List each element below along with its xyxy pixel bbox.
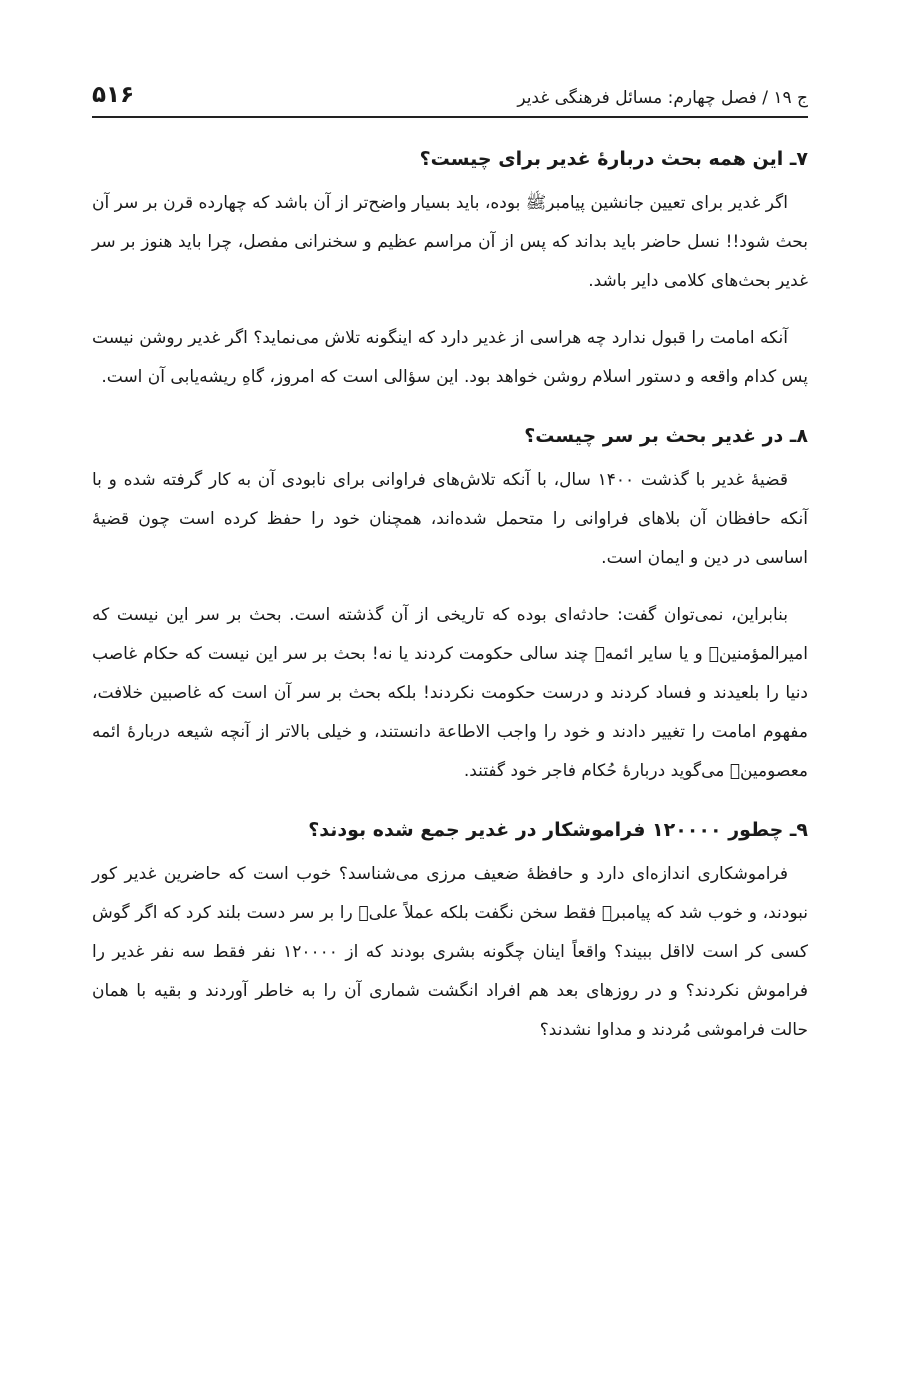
paragraph: اگر غدیر برای تعیین جانشین پیامبرﷺ بوده، باید بسیار واضح‌تر از آن باشد که چهارده قرن بر سر آن بحث شود!! نسل حاضر باید بداند که پس از آن مراسم عظیم و سخنرانی مفصل، چرا باید هنوز بر سر غدیر بحث‌های کلامی دایر باشد.: [92, 193, 808, 291]
paragraph: بنابراین، نمی‌توان گفت: حادثه‌ای بوده که تاریخی از آن گذشته است. بحث بر سر این نیست که امیرالمؤمنینؑ و یا سایر ائمهؑ چند سالی حکومت کردند یا نه! بحث بر سر این نیست که حکام غاصب دنیا را بلعیدند و فساد کردند و درست حکومت نکردند! بلکه بحث بر سر آن است که غاصبین خلافت، مفهوم امامت را تغییر دادند و خود را واجب الاطاعة دانستند، و خیلی بالاتر از آنچه شیعه دربارۀ ائمه معصومینؑ می‌گوید دربارۀ حُکام فاجر خود گفتند.: [92, 605, 808, 781]
section-heading: ۷ـ این همه بحث دربارۀ غدیر برای چیست؟: [419, 148, 808, 170]
paragraph: فراموشکاری اندازه‌ای دارد و حافظۀ ضعیف مرزی می‌شناسد؟ خوب است که حاضرین غدیر کور نبودند، و خوب شد که پیامبرﷺ فقط سخن نگفت بلکه عملاً علیؑ را بر سر دست بلند کرد که اگر گوش کسی کر است لااقل ببیند؟ واقعاً اینان چگونه بشری بودند که از ۱۲۰۰۰۰ نفر فقط سه نفر غدیر را فراموش نکردند؟ و در روزهای بعد هم افراد انگشت شماری آن را به خاطر آوردند و بقیه با همان حالت فراموشی مُردند و مداوا نشدند؟: [92, 864, 808, 1040]
paragraph: قضیۀ غدیر با گذشت ۱۴۰۰ سال، با آنکه تلاش‌های فراوانی برای نابودی آن به کار گرفته شده و با آنکه حافظان آن بلاهای فراوانی را متحمل شده‌اند، همچنان خود را حفظ کرده است چون قضیۀ اساسی در دین و ایمان است.: [92, 470, 808, 568]
running-title: ج ۱۹ / فصل چهارم: مسائل فرهنگی غدیر: [517, 88, 808, 108]
section-heading: ۸ـ در غدیر بحث بر سر چیست؟: [524, 425, 808, 447]
section-heading: ۹ـ چطور ۱۲۰۰۰۰ فراموشکار در غدیر جمع شده بودند؟: [308, 819, 808, 841]
page-header: [92, 66, 808, 118]
page-number: ۵۱۶: [92, 82, 135, 108]
paragraph: آنکه امامت را قبول ندارد چه هراسی از غدیر دارد که اینگونه تلاش می‌نماید؟ اگر غدیر روشن نیست پس کدام واقعه و دستور اسلام روشن خواهد بود. این سؤالی است که امروز، گاهِ ریشه‌یابی آن است.: [92, 328, 808, 387]
page-body: [92, 142, 808, 1068]
